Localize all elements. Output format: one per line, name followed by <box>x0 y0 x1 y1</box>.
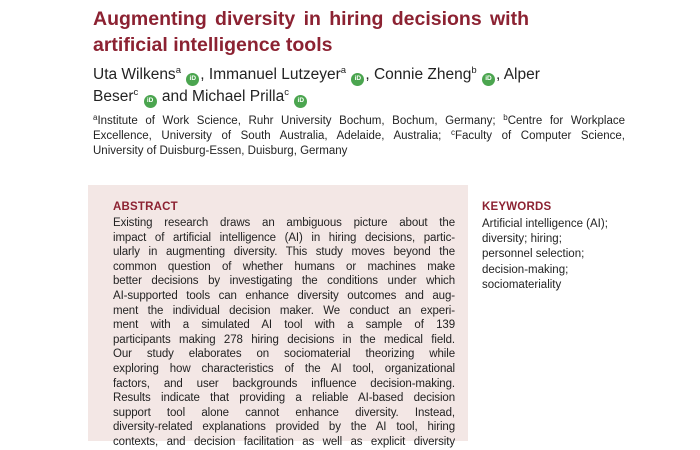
author-conjunction: and <box>157 88 193 105</box>
abstract-line: Our study elaborates on sociomaterial theorizing while <box>113 348 455 361</box>
affiliation-text: University of Duisburg-Essen, Duisburg, Germany <box>93 145 348 157</box>
author-separator: , <box>495 66 504 83</box>
keyword-line: diversity; hiring; <box>482 233 562 246</box>
abstract-line: ularly in augmenting diversity. This study moves beyond the <box>113 246 455 259</box>
abstract-line: impact of artificial intelligence (AI) in hiring decisions, partic- <box>113 231 455 244</box>
keywords-list <box>482 217 667 293</box>
affiliation-line-2 <box>93 129 625 144</box>
author-name: Uta Wilkens <box>93 66 176 83</box>
author-affiliation-sup: c <box>133 87 139 98</box>
abstract-line-partial: contexts, and decision facilitation as well as explicit diversity <box>113 435 455 448</box>
author-affiliation-sup: b <box>471 65 477 76</box>
author-affiliation-sup: a <box>340 65 347 76</box>
affiliation-sup: c <box>450 128 455 137</box>
abstract-text <box>113 216 455 450</box>
abstract-line: ment the individual decision maker. We conduct an experi- <box>113 304 455 317</box>
author-name: Alper <box>503 66 540 83</box>
author-line-1 <box>93 64 638 86</box>
orcid-id-glyph: iD <box>297 97 305 104</box>
orcid-id-glyph: iD <box>146 97 154 104</box>
affiliations <box>93 114 625 159</box>
keyword-line: sociomateriality <box>482 278 562 291</box>
abstract-line: participants making 278 hiring decisions in the medical field. <box>113 333 455 346</box>
orcid-icon[interactable] <box>482 73 495 86</box>
title-line-1: Augmenting diversity in hiring decisions with <box>93 8 529 30</box>
author-separator: , <box>365 66 374 83</box>
orcid-id-glyph: iD <box>189 75 197 82</box>
author-name: Michael Prilla <box>192 88 285 105</box>
orcid-icon[interactable] <box>186 73 199 86</box>
affiliation-sup: a <box>93 113 98 122</box>
affiliation-text: Institute of Work Science, Ruhr University Bochum, Bochum, Germany; <box>97 115 504 127</box>
author-name: Beser <box>93 88 134 105</box>
orcid-icon[interactable] <box>294 95 307 108</box>
abstract-heading: ABSTRACT <box>113 201 178 213</box>
orcid-icon[interactable] <box>144 95 157 108</box>
abstract-line: Results indicate that providing a reliable AI-based decision <box>113 392 455 405</box>
keyword-line: personnel selection; <box>482 248 585 261</box>
keywords-section <box>482 201 667 293</box>
keywords-heading: KEYWORDS <box>482 201 552 213</box>
keyword-line: decision-making; <box>482 263 569 276</box>
affiliation-line-3 <box>93 144 625 159</box>
affiliation-text: Excellence, University of South Australia, Adelaide, Australia; <box>93 130 451 142</box>
author-separator: , <box>200 66 209 83</box>
title-line-2: artificial intelligence tools <box>93 34 333 56</box>
orcid-icon[interactable] <box>351 73 364 86</box>
author-name: Connie Zheng <box>373 66 472 83</box>
author-affiliation-sup: a <box>175 65 181 76</box>
abstract-line: support tool alone cannot enhance diversity. Instead, <box>113 406 455 419</box>
abstract-line: exploring how characteristics of the AI tool, organizational <box>113 362 455 375</box>
author-list <box>93 64 638 108</box>
abstract-line: factors, and user backgrounds influence decision-making. <box>113 377 455 390</box>
abstract-line: Existing research draws an ambiguous picture about the <box>113 217 455 229</box>
abstract-line: better decisions by investigating the conditions under which <box>113 275 455 288</box>
affiliation-sup: b <box>503 113 508 122</box>
abstract-line: ment with a simulated AI tool with a sample of 139 <box>113 319 455 332</box>
orcid-id-glyph: iD <box>354 75 362 82</box>
abstract-line: common question of whether humans or machines make <box>113 260 455 273</box>
affiliation-text: Faculty of Computer Science, <box>454 130 625 142</box>
author-affiliation-sup: c <box>284 87 289 98</box>
keyword-line: Artificial intelligence (AI); <box>482 218 608 230</box>
affiliation-line-1 <box>93 114 625 129</box>
author-line-2 <box>93 86 638 108</box>
abstract-line: AI-supported tools can enhance diversity outcomes and aug- <box>113 289 455 302</box>
abstract-line: diversity-related explanations provided by the AI tool, hiring <box>113 421 455 434</box>
paper-title <box>93 6 529 58</box>
affiliation-text: Centre for Workplace <box>507 115 625 127</box>
author-name: Immanuel Lutzeyer <box>208 66 341 83</box>
orcid-id-glyph: iD <box>485 75 492 82</box>
abstract-section <box>88 185 468 448</box>
